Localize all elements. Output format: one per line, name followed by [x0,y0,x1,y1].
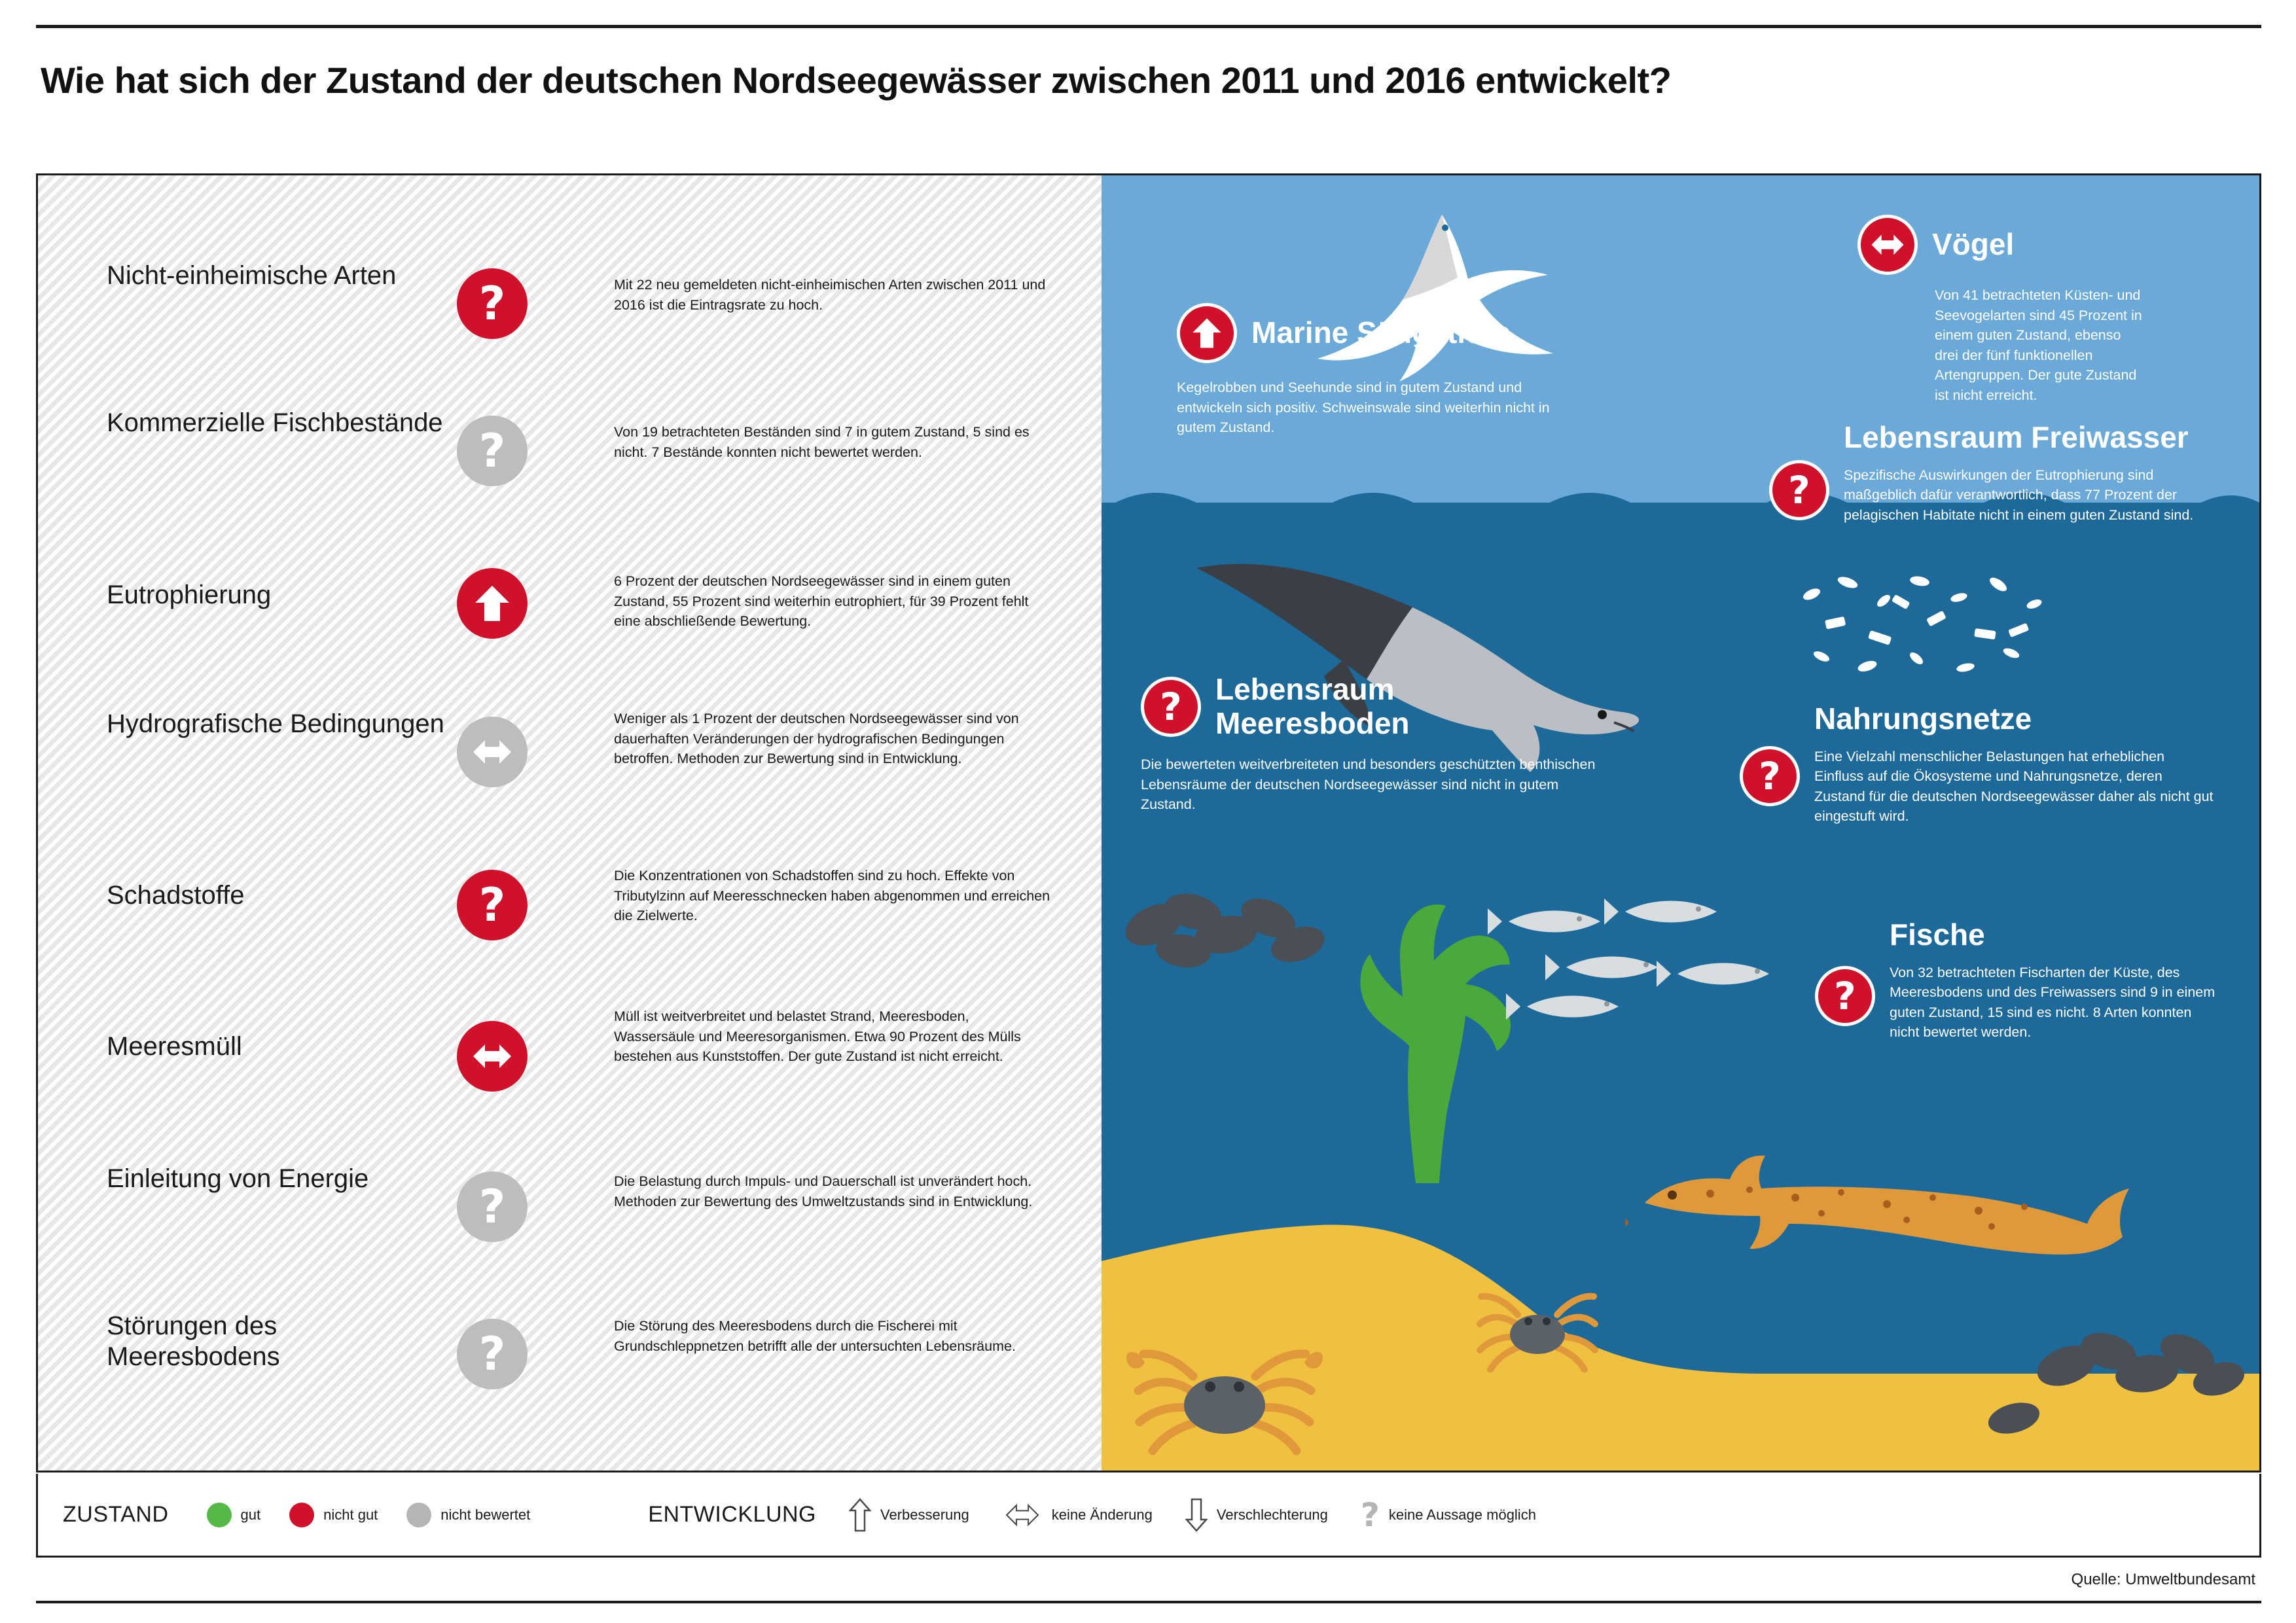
status-badge [457,870,528,940]
callout-nahrungsnetze [1740,702,2217,827]
legend-item-nicht-gut [289,1503,378,1527]
question-icon: ? [457,1319,528,1389]
legend-item-label: Verschlechterung [1216,1506,1328,1523]
indicator-label: Schadstoffe [107,881,245,910]
indicator-description: Weniger als 1 Prozent der deutschen Nordseegewässer sind von dauerhaften Veränderungen der hydrografischen Bedingungen betroffen. Methoden zur Bewertung sind in Entwicklung. [614,711,1019,767]
mussel-bed-icon [1121,879,1331,977]
question-icon: ? [1815,966,1875,1026]
callout-title: Marine Säugetiere [1251,315,1511,350]
legend-item-label: nicht bewertet [440,1506,531,1523]
mussel-bed-icon [2030,1313,2246,1412]
arrow-left-right-icon [457,717,528,787]
legend-item-label: keine Aussage möglich [1388,1506,1536,1523]
question-icon: ? [457,416,528,486]
legend-bar [36,1474,2261,1558]
arrow-left-right-icon [1002,1503,1043,1527]
question-icon: ? [457,870,528,940]
legend-item-nicht-bewertet [406,1503,530,1527]
status-badge [457,1021,528,1092]
indicator-description: Die Störung des Meeresbodens durch die Fischerei mit Grundschleppnetzen betrifft alle der untersuchten Lebensräume. [614,1318,1016,1354]
indicator-label: Einleitung von Energie [107,1164,369,1193]
callout-text: Kegelrobben und Seehunde sind in gutem Zustand und entwickeln sich positiv. Schweinswale sind weiterhin nicht in gutem Zustand. [1177,380,1550,436]
indicator-description: Mit 22 neu gemeldeten nicht-einheimischen Arten zwischen 2011 und 2016 ist die Eintragsrate zu hoch. [614,277,1046,313]
indicator-label: Meeresmüll [107,1032,242,1061]
callout-voegel [1857,215,2145,405]
callout-lebensraum-meeresboden [1141,673,1599,815]
callout-fische [1815,918,2221,1043]
callout-title: Nahrungsnetze [1814,702,2032,736]
plankton-cluster-icon [1785,568,2060,692]
indicator-description: Müll ist weitverbreitet und belastet Strand, Meeresboden, Wassersäule und Meeresorganismen. Etwa 90 Prozent des Mülls bestehen aus Kunststoffen. Der gute Zustand ist nicht erreicht. [614,1008,1021,1065]
question-icon: ? [1769,460,1829,520]
source-note: Quelle: Umweltbundesamt [2071,1571,2255,1588]
catshark-icon [1625,1124,2162,1288]
callout-header [1177,303,1596,363]
crab-icon [1115,1313,1331,1457]
fish-school-icon [1488,895,1802,1046]
status-badge [457,416,528,486]
status-badge [457,268,528,339]
callout-header [1815,918,2221,1043]
status-dot-red-icon [289,1503,314,1527]
legend-item-keine-aenderung [1002,1503,1153,1527]
ocean-illustration-pane [1102,175,2259,1471]
indicator-description: Von 19 betrachteten Beständen sind 7 in gutem Zustand, 5 sind es nicht. 7 Bestände konnten nicht bewertet werden. [614,424,1030,460]
callout-header [1740,702,2217,827]
legend-item-gut [207,1503,261,1527]
status-badge [457,1319,528,1389]
indicator-label: Hydrografische Bedingungen [107,709,444,738]
legend-entwicklung-label: ENTWICKLUNG [648,1502,816,1527]
question-icon: ? [1740,746,1800,806]
arrow-up-icon [457,568,528,639]
callout-text: Von 41 betrachteten Küsten- und Seevogelarten sind 45 Prozent in einem guten Zustand, ebenso drei der fünf funktionellen Artengruppen. Der gute Zustand ist nicht erreicht. [1935,287,2142,403]
status-dot-green-icon [207,1503,232,1527]
legend-item-keine-aussage [1360,1495,1536,1534]
indicator-label: Eutrophierung [107,580,272,609]
question-icon: ? [457,1171,528,1242]
indicator-label: Störungen des Meeresbodens [107,1311,280,1372]
bottom-divider [36,1601,2261,1603]
callout-text: Von 32 betrachteten Fischarten der Küste, des Meeresbodens und des Freiwassers sind 9 in einem guten Zustand, 15 sind es nicht. 8 Arten konnten nicht bewertet werden. [1890,964,2215,1041]
question-icon: ? [1141,677,1201,737]
legend-item-label: nicht gut [323,1506,378,1523]
status-badge [457,717,528,787]
legend-item-label: keine Änderung [1051,1506,1153,1523]
top-divider [36,25,2261,28]
legend-item-label: Verbesserung [880,1506,969,1523]
callout-text: Eine Vielzahl menschlicher Belastungen hat erheblichen Einfluss auf die Ökosysteme und Nahrungsnetze, deren Zustand für die deutschen Nordseegewässer daher als nicht gut eingestuft wird. [1814,748,2214,825]
indicator-description: Die Konzentrationen von Schadstoffen sind zu hoch. Effekte von Tributylzinn auf Meeresschnecken haben abgenommen und erreichen die Zielwerte. [614,868,1050,924]
legend-item-label: gut [240,1506,261,1523]
arrow-left-right-icon [457,1021,528,1092]
mussel-icon [1984,1399,2043,1438]
indicator-list-pane [38,175,1102,1471]
page-title: Wie hat sich der Zustand der deutschen Nordseegewässer zwischen 2011 und 2016 entwickelt? [41,60,1672,101]
status-badge [457,568,528,639]
question-icon: ? [1360,1495,1380,1534]
indicator-description: Die Belastung durch Impuls- und Dauerschall ist unverändert hoch. Methoden zur Bewertung des Umweltzustands sind in Entwicklung. [614,1173,1033,1209]
indicator-label: Kommerzielle Fischbestände [107,408,443,437]
callout-header [1857,215,2145,275]
status-dot-grey-icon [406,1503,431,1527]
status-badge [457,1171,528,1242]
arrow-down-icon [1185,1498,1208,1532]
legend-zustand-label: ZUSTAND [63,1502,169,1527]
indicator-description: 6 Prozent der deutschen Nordseegewässer sind in einem guten Zustand, 55 Prozent sind weiterhin eutrophiert, für 39 Prozent fehlt eine abschließende Bewertung. [614,573,1029,630]
callout-text: Die bewerteten weitverbreiteten und besonders geschützten benthischen Lebensräume der deutschen Nordseegewässer sind nicht in gutem Zustand. [1141,757,1596,813]
legend-item-verbesserung [849,1498,969,1532]
callout-title: Lebensraum Meeresboden [1215,672,1410,740]
callout-title: Lebensraum Freiwasser [1844,420,2189,454]
callout-header [1141,673,1599,740]
question-icon: ? [457,268,528,339]
indicator-label: Nicht-einheimische Arten [107,261,397,290]
arrow-up-icon [849,1498,871,1532]
callout-title: Fische [1890,918,1985,952]
main-panel [36,173,2261,1472]
callout-lebensraum-freiwasser [1769,421,2227,525]
crab-icon [1468,1274,1605,1372]
callout-marine-saeugetiere [1177,303,1596,438]
callout-text: Spezifische Auswirkungen der Eutrophierung sind maßgeblich dafür verantwortlich, dass 77 Prozent der pelagischen Habitate nicht in einem guten Zustand sind. [1844,467,2194,523]
arrow-up-icon [1177,303,1237,363]
legend-item-verschlechterung [1185,1498,1328,1532]
callout-header [1769,421,2227,525]
callout-title: Vögel [1932,227,2015,262]
arrow-left-right-icon [1857,215,1918,275]
